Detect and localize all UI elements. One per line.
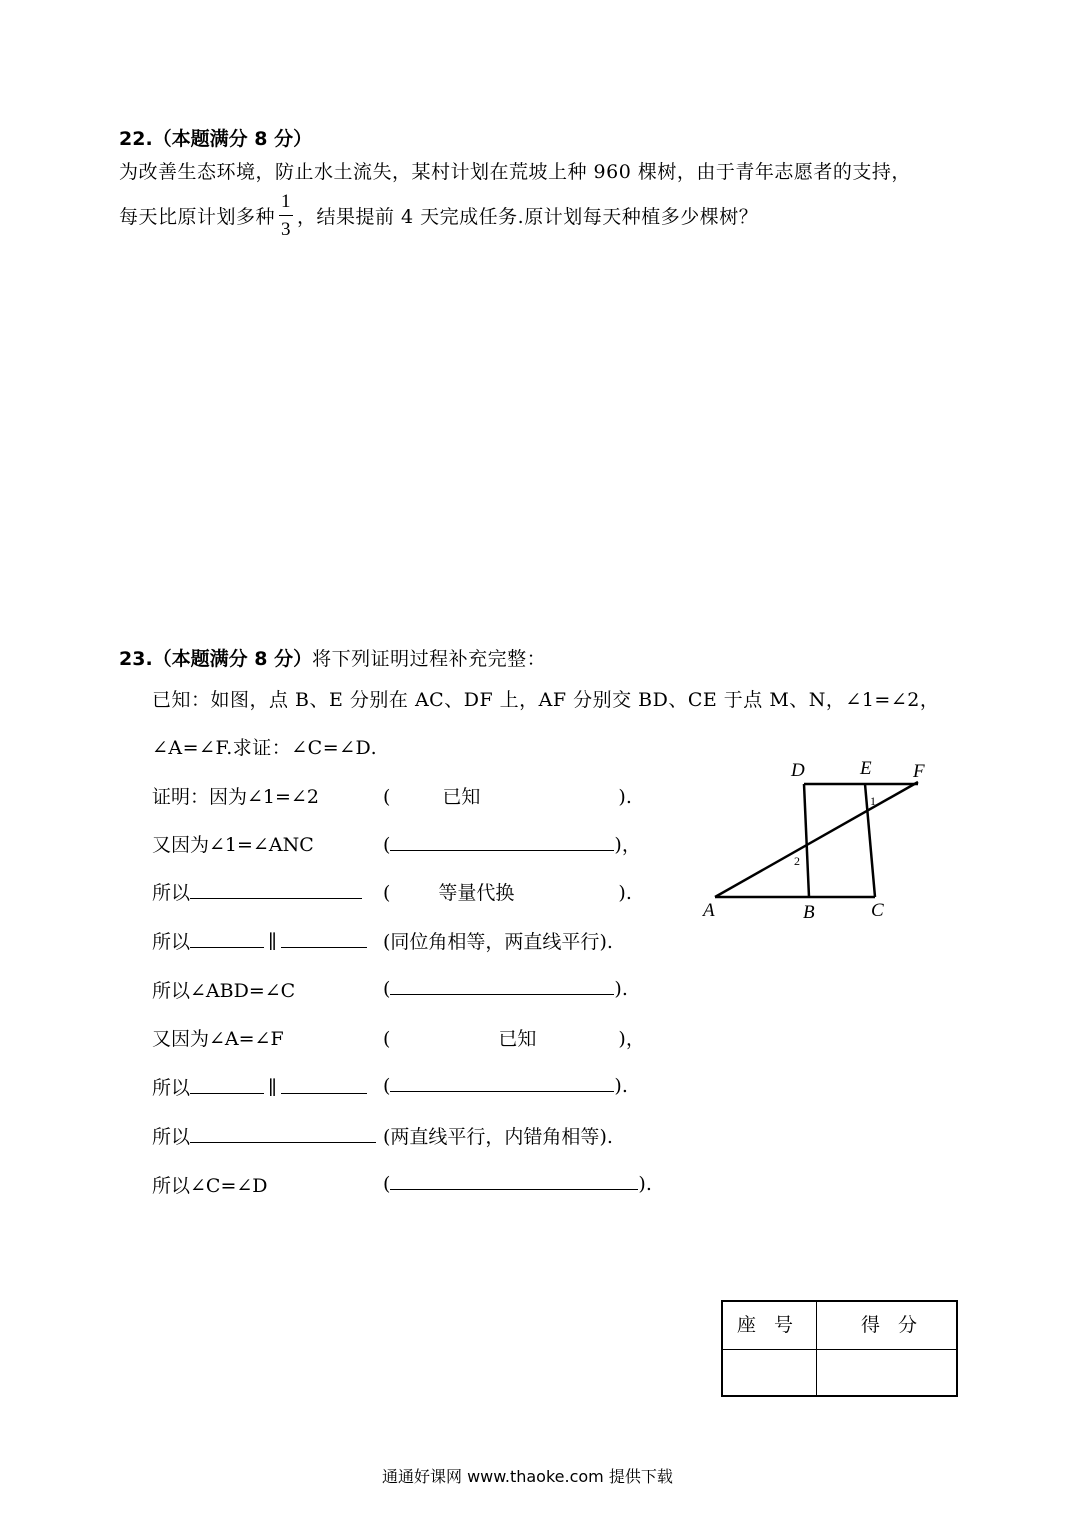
q23-heading-tail: 将下列证明过程补充完整：: [312, 648, 547, 670]
angle-label-1: 1: [870, 794, 876, 808]
answer-blank[interactable]: [390, 1171, 638, 1190]
proof-step-4: [152, 927, 367, 954]
q22-line2-after: ，结果提前 4 天完成任务.原计划每天种植多少棵树？: [297, 206, 759, 228]
step-statement: 所以∠ABD=∠C: [152, 980, 296, 1002]
proof-step-3: [152, 878, 362, 905]
answer-blank[interactable]: [190, 1124, 376, 1143]
step-statement: 证明：因为∠1=∠2: [152, 786, 319, 808]
angle-label-2: 2: [794, 854, 800, 868]
score-table: [721, 1300, 958, 1397]
proof-step-7: [152, 1073, 367, 1100]
proof-step-8: [152, 1122, 376, 1149]
answer-blank[interactable]: [281, 1075, 367, 1094]
q22-line1: 为改善生态环境，防止水土流失，某村计划在荒坡上种 960 棵树，由于青年志愿者的支持，: [119, 161, 911, 183]
step-statement: 所以: [152, 1126, 191, 1148]
q23-given-line2: ∠A=∠F.求证：∠C=∠D.: [152, 737, 378, 759]
seat-number-cell[interactable]: [723, 1350, 816, 1397]
q23-given-line1: 已知：如图，点 B、E 分别在 AC、DF 上，AF 分别交 BD、CE 于点 M、N，∠1=∠2，: [152, 689, 940, 711]
proof-reason-3: ( 等量代换 ).: [383, 878, 632, 905]
answer-blank[interactable]: [190, 1075, 264, 1094]
score-header: 得 分: [861, 1314, 924, 1336]
answer-blank[interactable]: [190, 880, 362, 899]
proof-step-1: [152, 782, 319, 809]
proof-step-9: [152, 1171, 268, 1198]
step-statement: 所以: [152, 1077, 191, 1099]
answer-blank[interactable]: [390, 832, 614, 851]
segment-DB: [804, 784, 809, 897]
reason-text: 已知: [498, 1028, 537, 1050]
q23-heading-row: [119, 644, 546, 671]
parallel-symbol: ∥: [268, 931, 277, 953]
answer-blank[interactable]: [390, 1073, 614, 1092]
label-D: D: [791, 760, 805, 781]
step-statement: 所以: [152, 931, 191, 953]
proof-reason-6: ( 已知 )，: [383, 1024, 645, 1051]
proof-reason-7: ( ).: [383, 1075, 628, 1097]
label-C: C: [871, 900, 884, 921]
proof-reason-1: ( 已知 ).: [383, 782, 632, 809]
fraction-one-third: [279, 192, 293, 239]
label-B: B: [803, 902, 815, 923]
proof-reason-4: (同位角相等，两直线平行).: [383, 931, 613, 953]
proof-reason-9: ( ).: [383, 1173, 652, 1195]
parallel-symbol: ∥: [268, 1077, 277, 1099]
proof-step-5: [152, 976, 295, 1003]
label-E: E: [860, 758, 872, 779]
proof-step-6: [152, 1024, 284, 1051]
label-A: A: [703, 900, 715, 921]
q22-heading: 22.（本题满分 8 分）: [119, 128, 313, 150]
segment-AF: [715, 782, 918, 897]
q22-line2-before: 每天比原计划多种: [119, 206, 276, 228]
proof-reason-8: (两直线平行，内错角相等).: [383, 1126, 613, 1148]
proof-reason-2: ( )，: [383, 834, 641, 856]
step-statement: 所以∠C=∠D: [152, 1175, 268, 1197]
reason-text: 等量代换: [438, 882, 515, 904]
answer-blank[interactable]: [190, 929, 264, 948]
step-statement: 又因为∠A=∠F: [152, 1028, 284, 1050]
reason-text: 已知: [442, 786, 481, 808]
answer-blank[interactable]: [390, 976, 614, 995]
proof-reason-5: ( ).: [383, 978, 628, 1000]
reason-text: 两直线平行，内错角相等: [390, 1126, 600, 1148]
footer-text: 通通好课网 www.thaoke.com 提供下载: [382, 1467, 673, 1486]
geometry-figure: [695, 752, 945, 927]
answer-blank[interactable]: [281, 929, 367, 948]
step-statement: 所以: [152, 882, 191, 904]
step-statement: 又因为∠1=∠ANC: [152, 834, 314, 856]
score-cell[interactable]: [817, 1350, 958, 1397]
seat-number-header: 座 号: [737, 1314, 800, 1336]
fraction-denominator: 3: [279, 215, 293, 239]
label-F: F: [913, 761, 925, 782]
q22-line2: [119, 192, 758, 239]
proof-step-2: [152, 830, 314, 857]
fraction-numerator: 1: [281, 191, 292, 212]
q23-heading: 23.（本题满分 8 分）: [119, 648, 313, 670]
reason-text: 同位角相等，两直线平行: [390, 931, 600, 953]
